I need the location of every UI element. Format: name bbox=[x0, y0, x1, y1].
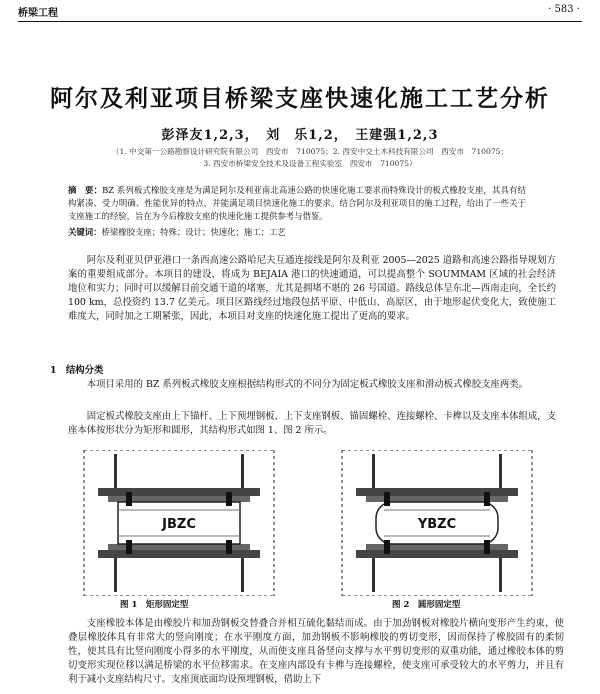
paper-title: 阿尔及利亚项目桥梁支座快速化施工工艺分析 bbox=[50, 85, 550, 112]
figure-1-caption: 图 1 矩形固定型 bbox=[120, 600, 189, 610]
abstract bbox=[68, 184, 526, 223]
abstract-text: BZ 系列板式橡胶支座是为满足阿尔及利亚南北高速公路的快速化施工要求而特殊设计的板式橡胶支座，其具有结构紧凑、受力明确、性能优异的特点，并能满足项目快速化施工的要求。结合阿尔及利亚项目的施工过程，给出了一些关于支座施工的经验，旨在为今后橡胶支座的快速化施工提供参考与借鉴。 bbox=[68, 185, 526, 221]
intro-paragraph: 阿尔及利亚贝伊亚港口一条西高速公路哈尼夫互通连接线是阿尔及利亚 2005—2025 道路和高速公路指导规划方案的重要组成部分。本项目的建设，将成为 BEJAIA 港口的快速通道，可以提高整个 SOUMMAM 区域的社会经济地位和实力；同时可以缓解目前交通干道的堵塞，尤其是拥堵不堪的 26 号国道。路线总体呈东北—西南走向，全长约 100 km，总投资约 13.7 亿美元。项目区路线经过地段包括平原、中低山、高原区，由于地形起伏变化大，致使施工难度大，同时加之工期紧张，因此，本项目对支座的快速化施工提出了更高的要求。 bbox=[68, 255, 556, 322]
figure-2-caption: 图 2 圆形固定型 bbox=[392, 600, 461, 610]
section-paragraph-2: 固定板式橡胶支座由上下锚杆、上下预埋钢板、上下支座钢板、锚固螺栓、连接螺栓、卡榫以及支座本体组成，支座本体按形状分为矩形和圆形，其结构形式如图 1、图 2 所示。 bbox=[68, 411, 556, 436]
header-rule bbox=[18, 21, 582, 22]
section-paragraph-1: 本项目采用的 BZ 系列板式橡胶支座根据结构形式的不同分为固定板式橡胶支座和滑动板式橡胶支座两类。 bbox=[86, 379, 529, 390]
affiliation-line: （1. 中交第一公路勘察设计研究院有限公司 西安市 710075；2. 西安中交土木科技有限公司 西安市 710075； bbox=[111, 147, 509, 156]
keywords-text: 桥梁橡胶支座；特殊；设计；快速化；施工；工艺 bbox=[101, 227, 286, 237]
figure-1-label: JBZC bbox=[162, 517, 196, 532]
author-line: 彭泽友1,2,3， 刘 乐1,2， 王建强1,2,3 bbox=[161, 128, 439, 143]
figure-2-label: YBZC bbox=[417, 517, 457, 532]
keywords bbox=[68, 226, 526, 239]
affiliation-line: 3. 西安市桥梁安全技术及设备工程实验室 西安市 710075） bbox=[203, 159, 417, 168]
section-heading: 1 结构分类 bbox=[50, 365, 104, 376]
affiliations bbox=[90, 146, 530, 170]
journal-name: 桥梁工程 bbox=[18, 8, 58, 19]
page-number: · 583 · bbox=[548, 4, 580, 15]
keywords-label: 关键词： bbox=[68, 227, 102, 237]
page-header bbox=[18, 0, 582, 22]
figure-2-diagram bbox=[328, 450, 546, 596]
abstract-label: 摘 要： bbox=[68, 185, 103, 195]
body-paragraph: 支座橡胶本体是由橡胶片和加劲钢板交替叠合并相互硫化黏结而成。由于加劲钢板对橡胶片横向变形产生约束，使叠层橡胶体具有非常大的竖向刚度；在水平刚度方面，加劲钢板不影响橡胶的剪切变形，因而保持了橡胶固有的柔韧性，使其具有比竖向刚度小得多的水平刚度，从而使支座具备竖向支撑与水平剪切变形的双重功能，通过橡胶本体的剪切变形实现位移以满足桥梁的水平位移需求。在支座内部设有卡榫与连接螺栓，使支座可承受较大的水平剪力，并且有利于减小支座结构尺寸。支座顶底面均设预埋钢板，借助上下 bbox=[68, 618, 564, 685]
figure-1-diagram bbox=[70, 450, 288, 596]
